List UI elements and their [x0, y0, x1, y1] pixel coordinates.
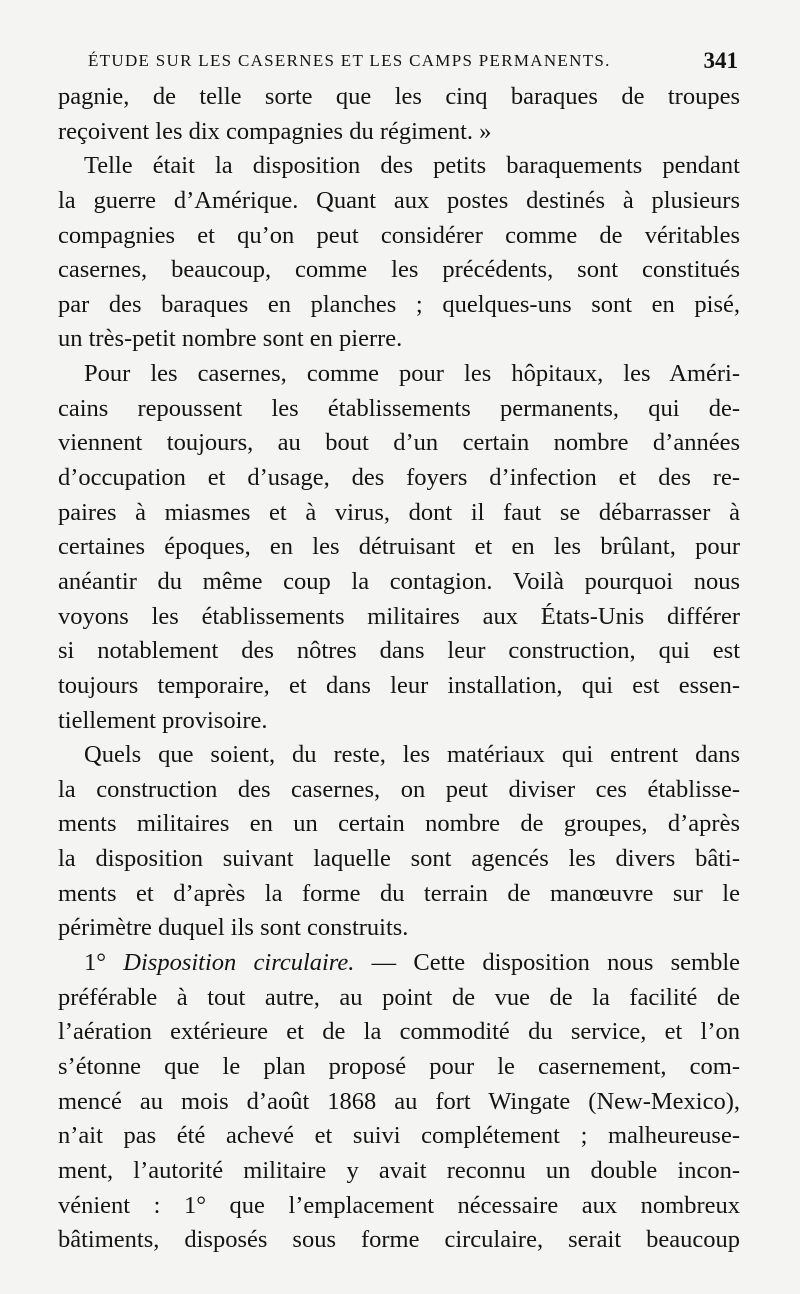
- text-line: reçoivent les dix compagnies du régiment. »: [58, 117, 492, 145]
- text-line: la disposition suivant laquelle sont agencés les divers bâti-: [58, 845, 740, 873]
- text-line: n’ait pas été achevé et suivi complétement ; malheureuse-: [58, 1122, 740, 1150]
- page-number: 341: [703, 48, 738, 73]
- text-line: viennent toujours, au bout d’un certain nombre d’années: [58, 429, 740, 457]
- text-line: toujours temporaire, et dans leur installation, qui est essen-: [58, 671, 740, 699]
- text-line: s’étonne que le plan proposé pour le casernement, com-: [58, 1052, 740, 1080]
- section-number: 1°: [84, 949, 107, 977]
- text-line: Telle était la disposition des petits baraquements pendant: [84, 152, 740, 180]
- section-heading-rest: — Cette disposition nous semble: [354, 949, 740, 977]
- text-line: vénient : 1° que l’emplacement nécessaire aux nombreux: [58, 1191, 740, 1219]
- text-line: pagnie, de telle sorte que les cinq baraques de troupes: [58, 83, 740, 110]
- text-line: voyons les établissements militaires aux États-Unis différer: [58, 602, 740, 630]
- text-line: Quels que soient, du reste, les matériaux qui entrent dans: [84, 741, 740, 769]
- text-line: ments militaires en un certain nombre de groupes, d’après: [58, 810, 740, 838]
- text-line: compagnies et qu’on peut considérer comme de véritables: [58, 221, 740, 249]
- text-line: bâtiments, disposés sous forme circulaire, serait beaucoup: [58, 1226, 740, 1254]
- text-line: la construction des casernes, on peut diviser ces établisse-: [58, 775, 740, 803]
- text-line: par des baraques en planches ; quelques-uns sont en pisé,: [58, 290, 740, 318]
- text-line: paires à miasmes et à virus, dont il faut se débarrasser à: [58, 498, 740, 526]
- section-title: Disposition circulaire.: [123, 949, 355, 977]
- page-header: [88, 46, 738, 76]
- text-line: périmètre duquel ils sont construits.: [58, 914, 409, 942]
- text-line: l’aération extérieure et de la commodité du service, et l’on: [58, 1018, 740, 1046]
- section-heading-line: [58, 946, 740, 981]
- text-line: la guerre d’Amérique. Quant aux postes destinés à plusieurs: [58, 186, 740, 214]
- text-line: ment, l’autorité militaire y avait reconnu un double incon-: [58, 1156, 740, 1184]
- text-line: si notablement des nôtres dans leur construction, qui est: [58, 637, 740, 665]
- text-line: casernes, beaucoup, comme les précédents, sont constitués: [58, 256, 740, 284]
- text-line: préférable à tout autre, au point de vue de la facilité de: [58, 983, 740, 1011]
- text-line: ments et d’après la forme du terrain de manœuvre sur le: [58, 879, 740, 907]
- text-line: anéantir du même coup la contagion. Voilà pourquoi nous: [58, 567, 740, 595]
- text-line: certaines époques, en les détruisant et en les brûlant, pour: [58, 533, 740, 561]
- text-line: un très-petit nombre sont en pierre.: [58, 325, 403, 353]
- text-line: cains repoussent les établissements permanents, qui de-: [58, 394, 740, 422]
- text-line: Pour les casernes, comme pour les hôpitaux, les Améri-: [84, 360, 740, 388]
- text-line: d’occupation et d’usage, des foyers d’infection et des re-: [58, 464, 740, 492]
- running-title: ÉTUDE SUR LES CASERNES ET LES CAMPS PERMANENTS.: [88, 51, 611, 70]
- text-line: tiellement provisoire.: [58, 706, 268, 734]
- body-text: [58, 80, 740, 1258]
- text-line: mencé au mois d’août 1868 au fort Wingate (New-Mexico),: [58, 1087, 740, 1115]
